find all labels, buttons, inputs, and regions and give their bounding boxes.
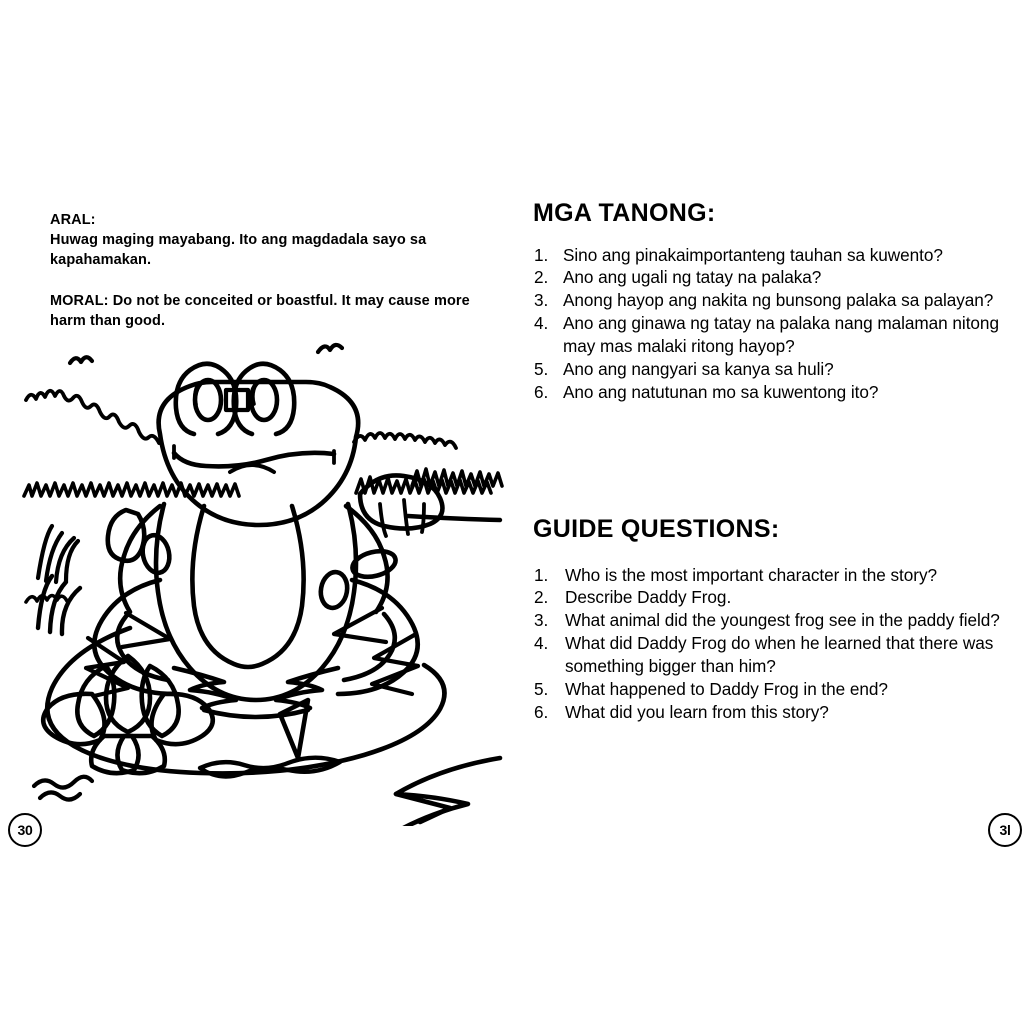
list-item-number: 1. — [534, 244, 549, 265]
lily-pad-partial — [396, 758, 500, 826]
list-item-text: What animal did the youngest frog see in the paddy field? — [565, 610, 1000, 631]
list-item-text: Anong hayop ang nakita ng bunsong palaka sa palayan? — [563, 290, 994, 311]
list-item-text: Ano ang natutunan mo sa kuwentong ito? — [563, 381, 879, 402]
list-item-text: What did Daddy Frog do when he learned that there was something bigger than him? — [565, 633, 994, 676]
frog-feet — [174, 668, 338, 717]
list-item-text: Who is the most important character in the story? — [565, 564, 938, 585]
list-item-text: Sino ang pinakaimportanteng tauhan sa kuwento? — [563, 244, 943, 265]
guide-questions-heading: GUIDE QUESTIONS: — [533, 515, 780, 543]
right-page — [512, 0, 1024, 1024]
bird-icon — [70, 357, 92, 363]
list-item-number: 3. — [534, 610, 549, 631]
mga-tanong-list — [533, 244, 1005, 404]
background-foliage — [354, 433, 456, 448]
background-foliage — [26, 596, 67, 603]
aral-label: ARAL: — [50, 212, 96, 228]
grass-tuft — [38, 526, 78, 582]
list-item-number: 3. — [534, 290, 549, 311]
list-item-number: 5. — [534, 678, 549, 699]
list-item — [533, 266, 1005, 289]
list-item — [533, 701, 1005, 724]
moral-block — [50, 291, 482, 331]
list-item-text: What did you learn from this story? — [565, 701, 829, 722]
list-item-text: What happened to Daddy Frog in the end? — [565, 678, 888, 699]
list-item-number: 2. — [534, 587, 549, 608]
list-item — [533, 381, 1005, 404]
frog-illustration-svg — [8, 338, 504, 826]
list-item-number: 4. — [534, 313, 549, 334]
frog-hand-right — [360, 475, 442, 536]
frog-illustration — [8, 338, 504, 826]
guide-questions-list — [533, 564, 1005, 724]
bird-icon — [318, 345, 342, 352]
water-ripple — [34, 777, 92, 800]
list-item — [533, 289, 1005, 312]
list-item-text: Describe Daddy Frog. — [565, 587, 732, 608]
list-item-number: 6. — [534, 701, 549, 722]
aral-text: Huwag maging mayabang. Ito ang magdadala sayo sa kapahamakan. — [50, 232, 427, 268]
section-mga-tanong — [533, 200, 1005, 404]
list-item-number: 6. — [534, 381, 549, 402]
frog — [94, 364, 442, 717]
moral-text: MORAL: Do not be conceited or boastful. It may cause more harm than good. — [50, 293, 470, 329]
grass-line — [24, 483, 239, 496]
list-item — [533, 564, 1005, 587]
list-item-text: Ano ang ugali ng tatay na palaka? — [563, 267, 822, 288]
list-item — [533, 678, 1005, 701]
list-item — [533, 244, 1005, 267]
list-item-text: Ano ang ginawa ng tatay na palaka nang malaman nitong may mas malaki ritong hayop? — [563, 313, 999, 356]
section-guide-questions — [533, 516, 1005, 724]
list-item — [533, 632, 1005, 678]
list-item — [533, 312, 1005, 358]
aral-block — [50, 210, 480, 270]
list-item — [533, 609, 1005, 632]
page-number-left: 30 — [8, 813, 42, 847]
list-item-number: 1. — [534, 564, 549, 585]
list-item — [533, 586, 1005, 609]
list-item-number: 2. — [534, 267, 549, 288]
grass-tuft — [38, 576, 80, 634]
list-item-text: Ano ang nangyari sa kanya sa huli? — [563, 358, 834, 379]
frog-spot — [318, 570, 350, 610]
background-foliage — [26, 391, 159, 443]
mga-tanong-heading: MGA TANONG: — [533, 199, 716, 227]
list-item-number: 5. — [534, 358, 549, 379]
list-item-number: 4. — [534, 633, 549, 654]
page-number-right: 3l — [988, 813, 1022, 847]
list-item — [533, 358, 1005, 381]
